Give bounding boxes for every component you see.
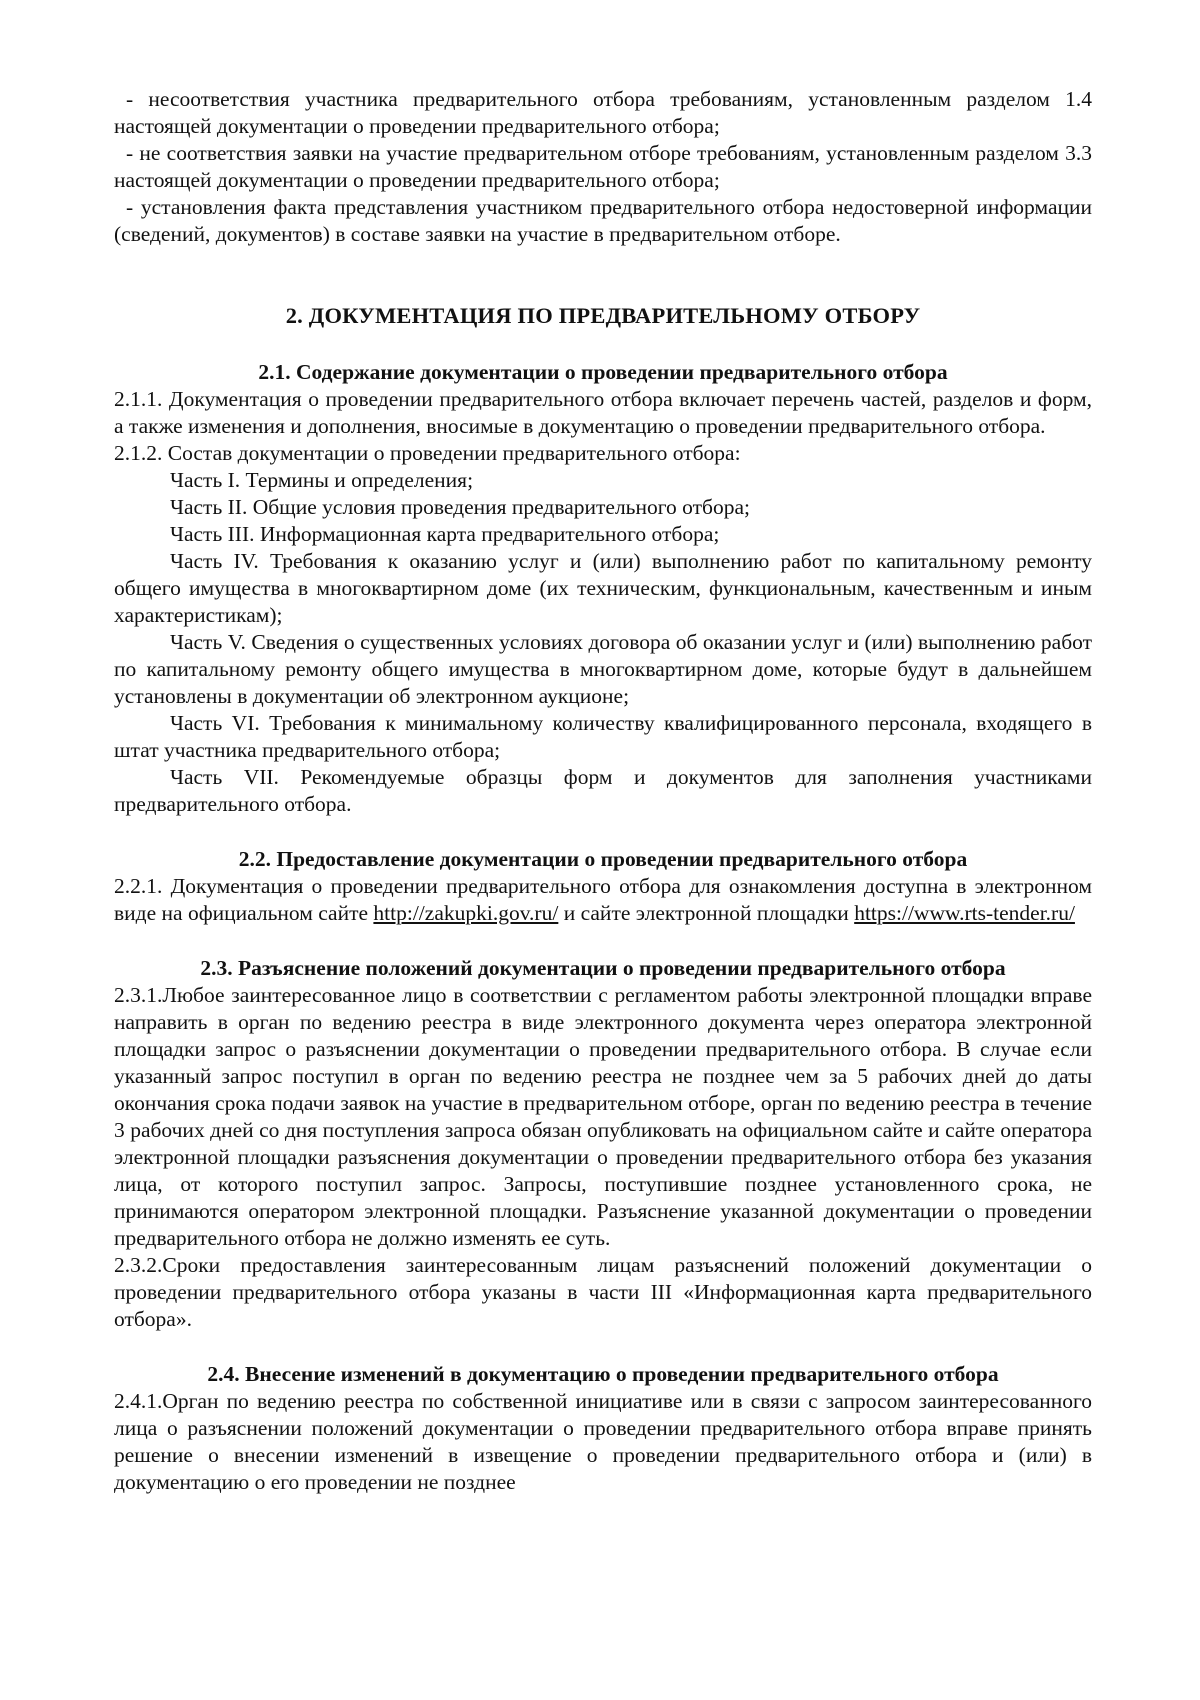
- part-item: Часть V. Сведения о существенных условиях договора об оказании услуг и (или) выполнению работ по капитальному ремонту общего имущества в многоквартирном доме, которые будут в дальнейшем установлены в документации об электронном аукционе;: [114, 630, 1092, 708]
- part-item: Часть I. Термины и определения;: [170, 468, 474, 492]
- part-item: Часть III. Информационная карта предварительного отбора;: [170, 522, 720, 546]
- paragraph-2-2-1-text: 2.2.1. Документация о проведении предварительного отбора для ознакомления доступна в электронном виде на официальном сайте: [114, 874, 1092, 925]
- paragraph-2-1-1: 2.1.1. Документация о проведении предварительного отбора включает перечень частей, разделов и форм, а также изменения и дополнения, вносимые в документацию о проведении предварительного отбора.: [114, 387, 1092, 438]
- paragraph-2-1-2: 2.1.2. Состав документации о проведении предварительного отбора:: [114, 441, 741, 465]
- section-2-3-title: 2.3. Разъяснение положений документации о проведении предварительного отбора: [200, 956, 1006, 980]
- intro-item: - установления факта представления участником предварительного отбора недостоверной информации (сведений, документов) в составе заявки на участие в предварительном отборе.: [114, 195, 1092, 246]
- section-2-2-title: 2.2. Предоставление документации о проведении предварительного отбора: [238, 847, 968, 871]
- section-2-1: [114, 359, 1092, 818]
- paragraph-2-2-1: [114, 873, 1092, 927]
- paragraph-2-2-1-text-middle: и сайте электронной площадки: [558, 901, 855, 925]
- part-item: Часть II. Общие условия проведения предварительного отбора;: [170, 495, 750, 519]
- section-2-4-title: 2.4. Внесение изменений в документацию о проведении предварительного отбора: [207, 1362, 999, 1386]
- zakupki-link[interactable]: http://zakupki.gov.ru/: [373, 901, 559, 925]
- paragraph-2-4-1: 2.4.1.Орган по ведению реестра по собственной инициативе или в связи с запросом заинтересованного лица о разъяснении положений документации о проведении предварительного отбора вправе принять решение о внесении изменений в извещение о проведении предварительного отбора и (или) в документацию о его проведении не позднее: [114, 1389, 1092, 1494]
- intro-item: - несоответствия участника предварительного отбора требованиям, установленным разделом 1.4 настоящей документации о проведении предварительного отбора;: [114, 87, 1092, 138]
- section-2-4: [114, 1361, 1092, 1496]
- part-item: Часть IV. Требования к оказанию услуг и (или) выполнению работ по капитальному ремонту общего имущества в многоквартирном доме (их техническим, функциональным, качественным и иным характеристикам);: [114, 549, 1092, 627]
- section-2-2: [114, 846, 1092, 927]
- intro-list: [114, 86, 1092, 248]
- part-item: Часть VI. Требования к минимальному количеству квалифицированного персонала, входящего в штат участника предварительного отбора;: [114, 711, 1092, 762]
- section-2-3: [114, 955, 1092, 1333]
- intro-item: - не соответствия заявки на участие предварительном отборе требованиям, установленным разделом 3.3 настоящей документации о проведении предварительного отбора;: [114, 141, 1092, 192]
- rts-tender-link[interactable]: https://www.rts-tender.ru/: [854, 901, 1075, 925]
- section-2-title: 2. ДОКУМЕНТАЦИЯ ПО ПРЕДВАРИТЕЛЬНОМУ ОТБОРУ: [285, 303, 921, 328]
- paragraph-2-3-1: 2.3.1.Любое заинтересованное лицо в соответствии с регламентом работы электронной площадки вправе направить в орган по ведению реестра в виде электронного документа через оператора электронной площадки запрос о разъяснении документации о проведении предварительного отбора. В случае если указанный запрос поступил в орган по ведению реестра не позднее чем за 5 рабочих дней до даты окончания срока подачи заявок на участие в предварительном отборе, орган по ведению реестра в течение 3 рабочих дней со дня поступления запроса обязан опубликовать на официальном сайте и сайте оператора электронной площадки разъяснения документации о проведении предварительного отбора без указания лица, от которого поступил запрос. Запросы, поступившие позднее установленного срока, не принимаются оператором электронной площадки. Разъяснение указанной документации о проведении предварительного отбора не должно изменять ее суть.: [114, 983, 1092, 1250]
- part-item: Часть VII. Рекомендуемые образцы форм и документов для заполнения участниками предварительного отбора.: [114, 765, 1092, 816]
- paragraph-2-3-2: 2.3.2.Сроки предоставления заинтересованным лицам разъяснений положений документации о проведении предварительного отбора указаны в части III «Информационная карта предварительного отбора».: [114, 1253, 1092, 1331]
- section-2-1-title: 2.1. Содержание документации о проведении предварительного отбора: [258, 360, 948, 384]
